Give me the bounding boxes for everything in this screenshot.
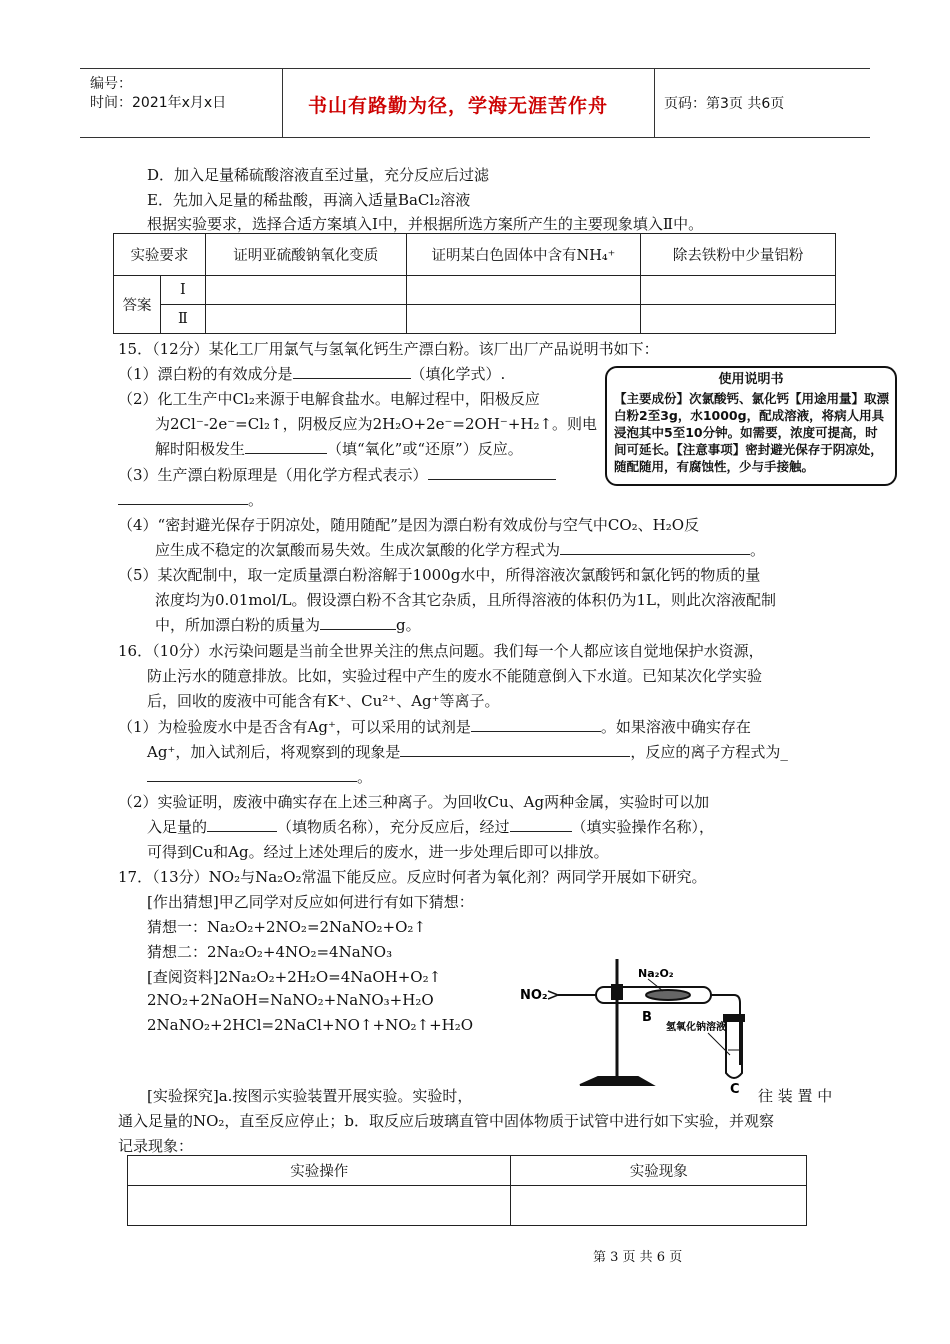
row-label-1: Ⅰ — [160, 276, 205, 305]
row-label-2: Ⅱ — [160, 305, 205, 334]
q15-p2-line3: 解时阳极发生 （填“氧化”或“还原”）反应。 — [155, 440, 523, 458]
answer-cell[interactable] — [641, 276, 836, 305]
label-c: C — [730, 1082, 740, 1095]
answer-blank[interactable] — [400, 742, 630, 757]
answer-blank[interactable] — [118, 490, 248, 505]
answer-blank[interactable] — [147, 767, 357, 782]
phenomenon-cell[interactable] — [511, 1186, 807, 1226]
q16-p1-line2: Ag⁺，加入试剂后，将观察到的现象是 ，反应的离子方程式为_ — [147, 743, 788, 761]
answer-blank[interactable] — [293, 364, 411, 379]
q16-line2: 防止污水的随意排放。比如，实验过程中产生的废水不能随意倒入下水道。已知某次化学实验 — [147, 667, 763, 685]
q17-ref3: 2NaNO₂+2HCl=2NaCl+NO↑+NO₂↑+H₂O — [147, 1016, 474, 1034]
th-operation: 实验操作 — [128, 1156, 511, 1186]
q17-explore-b: 往 装 置 中 — [758, 1087, 833, 1105]
answer-blank[interactable] — [320, 615, 396, 630]
q16-p1-line3: 。 — [147, 766, 372, 787]
q15-p5-line2: 浓度均为0.01mol/L。假设漂白粉不含其它杂质，且所得溶液的体积仍为1L，则此次溶液配制 — [155, 591, 776, 609]
q15-p4-line2: 应生成不稳定的次氯酸而易失效。生成次氯酸的化学方程式为 。 — [155, 541, 766, 559]
time-label: 时间：2021年x月x日 — [90, 95, 227, 111]
manual-text: 【主要成份】次氯酸钙、氯化钙【用途用量】取漂白粉2至3g，水1000g，配成溶液，将病人用具浸泡其中5至10分钟。如需要，浓度可提高，时间可延长。【注意事项】密封避光保存于阴凉处，随配随用，有腐蚀性，少与手接触。 — [614, 391, 890, 474]
product-manual-box — [605, 366, 897, 486]
q14-answer-table — [113, 233, 836, 334]
q17-explore-d: 记录现象： — [118, 1137, 194, 1155]
q14-instruction: 根据实验要求，选择合适方案填入Ⅰ中，并根据所选方案所产生的主要现象填入Ⅱ中。 — [147, 215, 704, 233]
answer-cell[interactable] — [641, 305, 836, 334]
operation-cell[interactable] — [128, 1186, 511, 1226]
q16-p2-line3: 可得到Cu和Ag。经过上述处理后的废水，进一步处理后即可以排放。 — [147, 843, 609, 861]
answer-blank[interactable] — [510, 817, 572, 832]
answer-label: 答案 — [114, 276, 161, 334]
q16-p2-line1: （2）实验证明，废液中确实存在上述三种离子。为回收Cu、Ag两种金属，实验时可以加 — [118, 793, 710, 811]
q15-p3: （3）生产漂白粉原理是（用化学方程式表示） — [118, 464, 556, 485]
label-b: B — [642, 1010, 652, 1025]
q17-ref1: [查阅资料]2Na₂O₂+2H₂O=4NaOH+O₂↑ — [147, 968, 442, 986]
q15-p2-line2: 为2Cl⁻-2e⁻=Cl₂↑，阴极反应为2H₂O+2e⁻=2OH⁻+H₂↑。则电 — [155, 415, 598, 433]
q17-stem: 17．（13分）NO₂与Na₂O₂常温下能反应。反应时何者为氧化剂？两同学开展如下研究。 — [118, 868, 707, 886]
label-solution: 氢氧化钠溶液 — [666, 1022, 726, 1033]
q17-ref2: 2NO₂+2NaOH=NaNO₂+NaNO₃+H₂O — [147, 991, 434, 1009]
option-d: D．加入足量稀硫酸溶液直至过量，充分反应后过滤 — [147, 166, 490, 184]
q17-explore-a: [实验探究]a.按图示实验装置开展实验。实验时， — [147, 1087, 473, 1105]
q16-p1-line1: （1）为检验废水中是否含有Ag⁺，可以采用的试剂是 。如果溶液中确实存在 — [118, 718, 751, 736]
q17-guess2: 猜想二：2Na₂O₂+4NO₂=4NaNO₃ — [147, 943, 393, 961]
answer-cell[interactable] — [205, 276, 406, 305]
answer-blank[interactable] — [245, 439, 327, 454]
q17-explore-c: 通入足量的NO₂，直至反应停止；b．取反应后玻璃直管中固体物质于试管中进行如下实验，并观察 — [118, 1112, 775, 1130]
code-label: 编号： — [90, 76, 132, 92]
q15-p5-line3: 中，所加漂白粉的质量为 g。 — [155, 616, 421, 634]
answer-blank[interactable] — [471, 717, 601, 732]
label-na2o2: Na₂O₂ — [638, 967, 674, 980]
q15-stem: 15．（12分）某化工厂用氯气与氢氧化钙生产漂白粉。该厂出厂产品说明书如下： — [118, 340, 659, 358]
q15-p4-line1: （4）“密封避光保存于阴凉处，随用随配”是因为漂白粉有效成份与空气中CO₂、H₂O反 — [118, 516, 700, 534]
th-sulfite: 证明亚硫酸钠氧化变质 — [205, 234, 406, 276]
q17-record-table — [127, 1155, 807, 1226]
q16-line3: 后，回收的废液中可能含有K⁺、Cu²⁺、Ag⁺等离子。 — [147, 692, 500, 710]
answer-cell[interactable] — [406, 276, 641, 305]
th-phenomenon: 实验现象 — [511, 1156, 807, 1186]
experiment-apparatus — [518, 955, 788, 1095]
q15-p1: （1）漂白粉的有效成分是 （填化学式）. — [118, 365, 506, 383]
motto: 书山有路勤为径，学海无涯苦作舟 — [308, 95, 609, 117]
answer-cell[interactable] — [205, 305, 406, 334]
label-no2: NO₂ — [520, 988, 548, 1003]
answer-blank[interactable] — [560, 540, 750, 555]
th-iron: 除去铁粉中少量铝粉 — [641, 234, 836, 276]
q15-p2-line1: （2）化工生产中Cl₂来源于电解食盐水。电解过程中，阳极反应 — [118, 390, 540, 408]
option-e: E．先加入足量的稀盐酸，再滴入适量BaCl₂溶液 — [147, 191, 471, 209]
q16-p2-line2: 入足量的 （填物质名称），充分反应后，经过 （填实验操作名称）， — [147, 818, 715, 836]
q17-guess1: 猜想一：Na₂O₂+2NO₂=2NaNO₂+O₂↑ — [147, 918, 427, 936]
page-footer: 第 3 页 共 6 页 — [593, 1250, 683, 1265]
q15-p3-cont: 。 — [118, 489, 263, 510]
page-info: 页码：第3页 共6页 — [664, 96, 785, 112]
manual-title: 使用说明书 — [718, 372, 784, 387]
q15-p5-line1: （5）某次配制中，取一定质量漂白粉溶解于1000g水中，所得溶液次氯酸钙和氯化钙的物质的量 — [118, 566, 761, 584]
th-requirement: 实验要求 — [114, 234, 206, 276]
answer-cell[interactable] — [406, 305, 641, 334]
q17-guess-intro: [作出猜想]甲乙同学对反应如何进行有如下猜想： — [147, 893, 474, 911]
page-header — [80, 68, 870, 138]
answer-blank[interactable] — [428, 465, 556, 480]
th-ammonium: 证明某白色固体中含有NH₄⁺ — [406, 234, 641, 276]
q16-line1: 16．（10分）水污染问题是当前全世界关注的焦点问题。我们每一个人都应该自觉地保护水资源， — [118, 642, 764, 660]
answer-blank[interactable] — [207, 817, 277, 832]
